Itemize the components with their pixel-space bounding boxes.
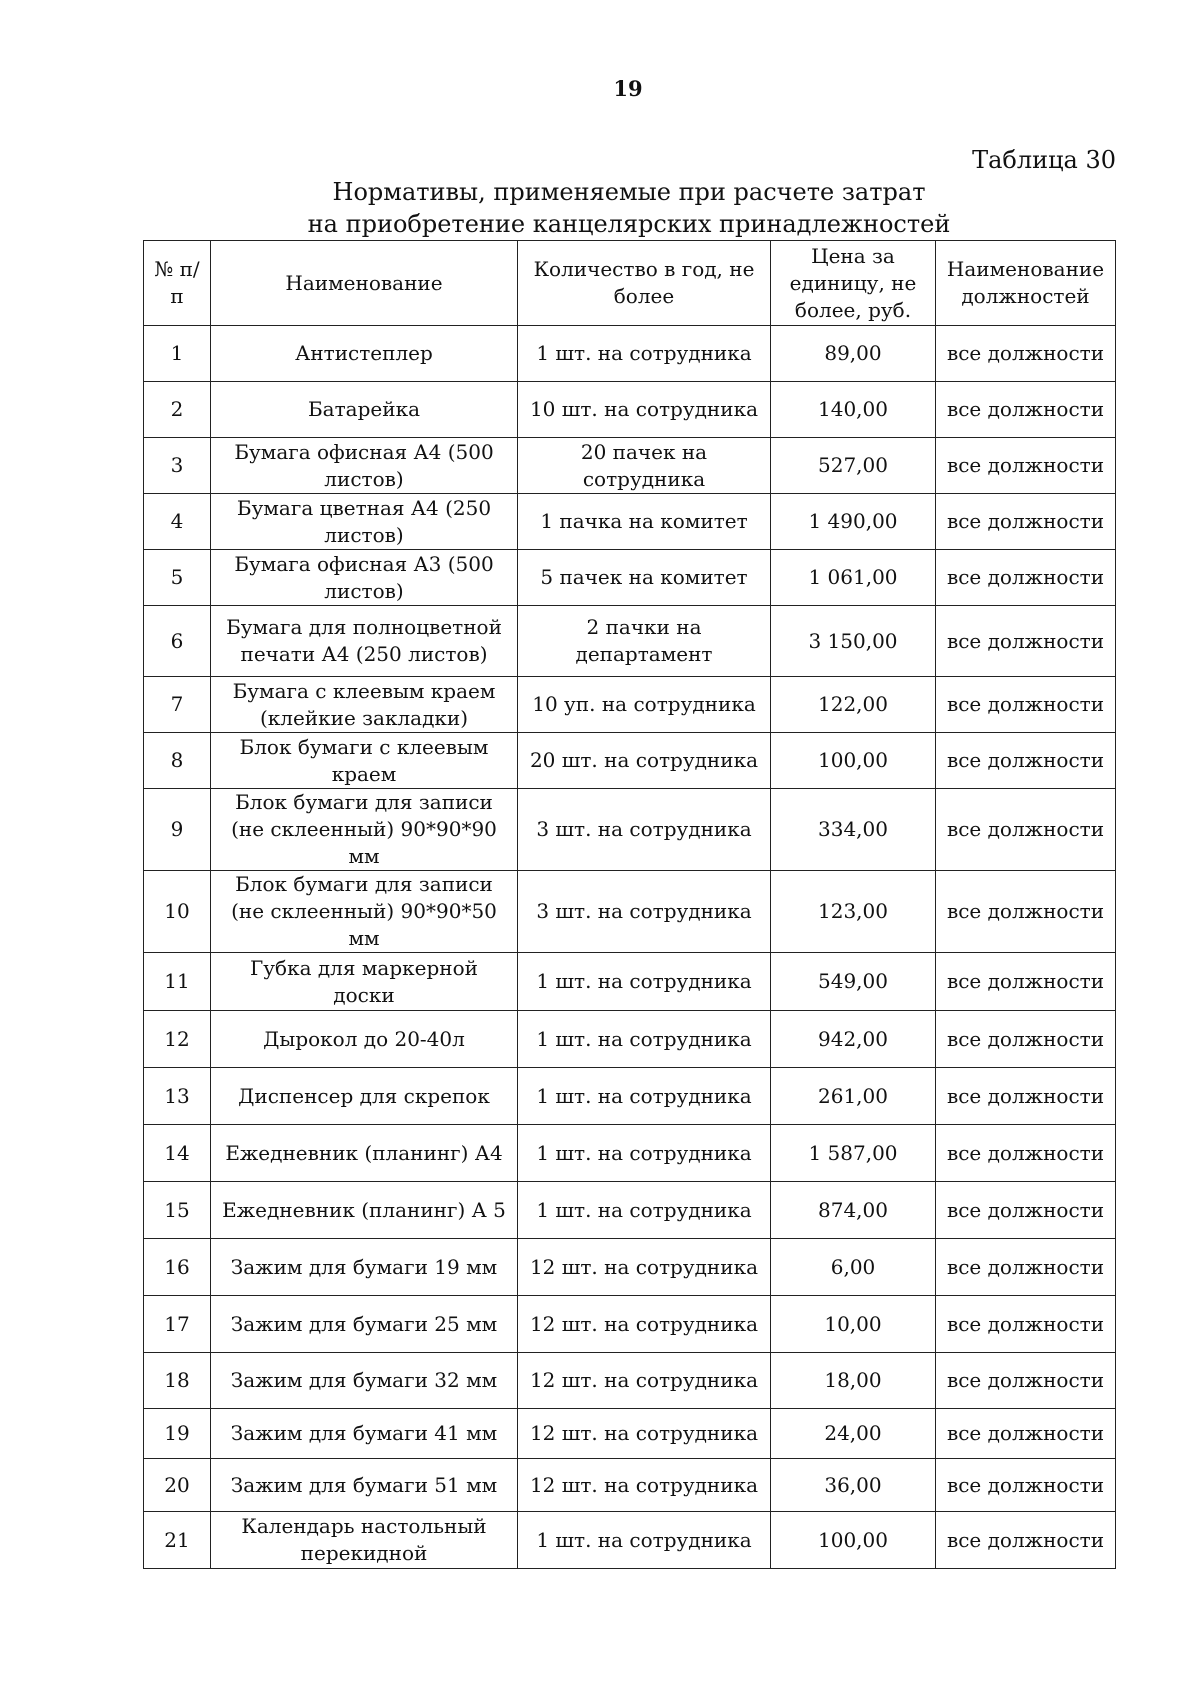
cell-positions: все должности <box>936 550 1116 606</box>
cell-price: 527,00 <box>771 438 936 494</box>
table-row <box>144 677 1116 733</box>
cell-price: 1 490,00 <box>771 494 936 550</box>
table-body <box>144 326 1116 1569</box>
cell-number: 6 <box>144 606 211 677</box>
cell-price: 6,00 <box>771 1239 936 1296</box>
cell-number: 8 <box>144 733 211 789</box>
cell-number: 20 <box>144 1459 211 1512</box>
cell-name: Бумага с клеевым краем (клейкие закладки) <box>211 677 518 733</box>
cell-price: 140,00 <box>771 382 936 438</box>
cell-number: 17 <box>144 1296 211 1353</box>
cell-number: 19 <box>144 1409 211 1459</box>
cell-number: 9 <box>144 789 211 871</box>
cell-positions: все должности <box>936 871 1116 953</box>
cell-positions: все должности <box>936 1182 1116 1239</box>
cell-price: 24,00 <box>771 1409 936 1459</box>
cell-name: Бумага для полноцветной печати А4 (250 листов) <box>211 606 518 677</box>
cell-quantity: 1 шт. на сотрудника <box>518 953 771 1011</box>
cell-number: 14 <box>144 1125 211 1182</box>
document-title-line-2: на приобретение канцелярских принадлежностей <box>307 210 951 238</box>
cell-price: 3 150,00 <box>771 606 936 677</box>
cell-number: 12 <box>144 1011 211 1068</box>
table-row <box>144 1239 1116 1296</box>
cell-number: 3 <box>144 438 211 494</box>
cell-quantity: 1 пачка на комитет <box>518 494 771 550</box>
header-name: Наименование <box>211 241 518 326</box>
cell-quantity: 1 шт. на сотрудника <box>518 1068 771 1125</box>
cell-positions: все должности <box>936 1068 1116 1125</box>
cell-price: 942,00 <box>771 1011 936 1068</box>
cell-quantity: 2 пачки на департамент <box>518 606 771 677</box>
cell-price: 334,00 <box>771 789 936 871</box>
cell-name: Зажим для бумаги 51 мм <box>211 1459 518 1512</box>
cell-quantity: 10 уп. на сотрудника <box>518 677 771 733</box>
cell-number: 21 <box>144 1512 211 1569</box>
cell-positions: все должности <box>936 1512 1116 1569</box>
cell-positions: все должности <box>936 1011 1116 1068</box>
cell-quantity: 1 шт. на сотрудника <box>518 326 771 382</box>
cell-name: Блок бумаги для записи (не склеенный) 90*90*90 мм <box>211 789 518 871</box>
cell-positions: все должности <box>936 953 1116 1011</box>
cell-number: 16 <box>144 1239 211 1296</box>
cell-positions: все должности <box>936 1239 1116 1296</box>
table-header <box>144 241 1116 326</box>
cell-quantity: 12 шт. на сотрудника <box>518 1296 771 1353</box>
cell-name: Зажим для бумаги 41 мм <box>211 1409 518 1459</box>
table-row <box>144 953 1116 1011</box>
cell-number: 15 <box>144 1182 211 1239</box>
cell-positions: все должности <box>936 326 1116 382</box>
cell-number: 18 <box>144 1353 211 1409</box>
header-row <box>144 241 1116 326</box>
cell-price: 89,00 <box>771 326 936 382</box>
table-row <box>144 1512 1116 1569</box>
cell-number: 5 <box>144 550 211 606</box>
cell-positions: все должности <box>936 494 1116 550</box>
table-row <box>144 1011 1116 1068</box>
cell-name: Ежедневник (планинг) А4 <box>211 1125 518 1182</box>
table-row <box>144 1125 1116 1182</box>
cell-number: 11 <box>144 953 211 1011</box>
cell-number: 7 <box>144 677 211 733</box>
table-row <box>144 438 1116 494</box>
header-number: № п/п <box>144 241 211 326</box>
cell-number: 2 <box>144 382 211 438</box>
cell-positions: все должности <box>936 1125 1116 1182</box>
table-row <box>144 606 1116 677</box>
cell-quantity: 3 шт. на сотрудника <box>518 789 771 871</box>
cell-name: Бумага офисная А3 (500 листов) <box>211 550 518 606</box>
header-price: Цена за единицу, не более, руб. <box>771 241 936 326</box>
cell-name: Зажим для бумаги 19 мм <box>211 1239 518 1296</box>
cell-name: Губка для маркерной доски <box>211 953 518 1011</box>
cell-price: 18,00 <box>771 1353 936 1409</box>
table-row <box>144 1182 1116 1239</box>
cell-name: Бумага цветная А4 (250 листов) <box>211 494 518 550</box>
cell-name: Бумага офисная А4 (500 листов) <box>211 438 518 494</box>
cell-quantity: 1 шт. на сотрудника <box>518 1011 771 1068</box>
table-row <box>144 733 1116 789</box>
cell-name: Дырокол до 20-40л <box>211 1011 518 1068</box>
cell-price: 100,00 <box>771 733 936 789</box>
table-label: Таблица 30 <box>972 146 1116 174</box>
table-row <box>144 1353 1116 1409</box>
cell-price: 261,00 <box>771 1068 936 1125</box>
cell-name: Ежедневник (планинг) А 5 <box>211 1182 518 1239</box>
cell-name: Календарь настольный перекидной <box>211 1512 518 1569</box>
cell-price: 1 061,00 <box>771 550 936 606</box>
cell-name: Зажим для бумаги 32 мм <box>211 1353 518 1409</box>
cell-name: Блок бумаги с клеевым краем <box>211 733 518 789</box>
cell-quantity: 1 шт. на сотрудника <box>518 1512 771 1569</box>
cell-price: 36,00 <box>771 1459 936 1512</box>
cell-positions: все должности <box>936 382 1116 438</box>
cell-quantity: 12 шт. на сотрудника <box>518 1459 771 1512</box>
cell-positions: все должности <box>936 438 1116 494</box>
cell-price: 100,00 <box>771 1512 936 1569</box>
cell-number: 10 <box>144 871 211 953</box>
cell-name: Блок бумаги для записи (не склеенный) 90*90*50 мм <box>211 871 518 953</box>
cell-name: Диспенсер для скрепок <box>211 1068 518 1125</box>
cell-price: 10,00 <box>771 1296 936 1353</box>
cell-price: 122,00 <box>771 677 936 733</box>
cell-quantity: 3 шт. на сотрудника <box>518 871 771 953</box>
cell-quantity: 20 шт. на сотрудника <box>518 733 771 789</box>
cell-number: 13 <box>144 1068 211 1125</box>
cell-name: Зажим для бумаги 25 мм <box>211 1296 518 1353</box>
table-row <box>144 1459 1116 1512</box>
cell-quantity: 1 шт. на сотрудника <box>518 1182 771 1239</box>
header-positions: Наименование должностей <box>936 241 1116 326</box>
cell-positions: все должности <box>936 1409 1116 1459</box>
header-quantity: Количество в год, не более <box>518 241 771 326</box>
cell-number: 1 <box>144 326 211 382</box>
table-row <box>144 871 1116 953</box>
cell-quantity: 12 шт. на сотрудника <box>518 1409 771 1459</box>
table-row <box>144 1068 1116 1125</box>
cell-positions: все должности <box>936 789 1116 871</box>
cell-name: Батарейка <box>211 382 518 438</box>
cell-price: 123,00 <box>771 871 936 953</box>
table-row <box>144 550 1116 606</box>
page-number: 19 <box>613 76 643 101</box>
cell-price: 874,00 <box>771 1182 936 1239</box>
cell-positions: все должности <box>936 1296 1116 1353</box>
cell-quantity: 5 пачек на комитет <box>518 550 771 606</box>
cell-price: 1 587,00 <box>771 1125 936 1182</box>
document-title-line-1: Нормативы, применяемые при расчете затрат <box>332 178 926 206</box>
cell-quantity: 1 шт. на сотрудника <box>518 1125 771 1182</box>
cell-price: 549,00 <box>771 953 936 1011</box>
table-row <box>144 326 1116 382</box>
table-row <box>144 494 1116 550</box>
cell-quantity: 12 шт. на сотрудника <box>518 1239 771 1296</box>
table-row <box>144 789 1116 871</box>
cell-quantity: 20 пачек на сотрудника <box>518 438 771 494</box>
cell-positions: все должности <box>936 1353 1116 1409</box>
cell-number: 4 <box>144 494 211 550</box>
cell-positions: все должности <box>936 606 1116 677</box>
cell-name: Антистеплер <box>211 326 518 382</box>
table-row <box>144 1296 1116 1353</box>
cell-quantity: 12 шт. на сотрудника <box>518 1353 771 1409</box>
cell-quantity: 10 шт. на сотрудника <box>518 382 771 438</box>
cell-positions: все должности <box>936 677 1116 733</box>
norms-table <box>143 240 1116 1569</box>
document-title <box>143 176 1115 240</box>
table-row <box>144 382 1116 438</box>
cell-positions: все должности <box>936 1459 1116 1512</box>
cell-positions: все должности <box>936 733 1116 789</box>
table-row <box>144 1409 1116 1459</box>
